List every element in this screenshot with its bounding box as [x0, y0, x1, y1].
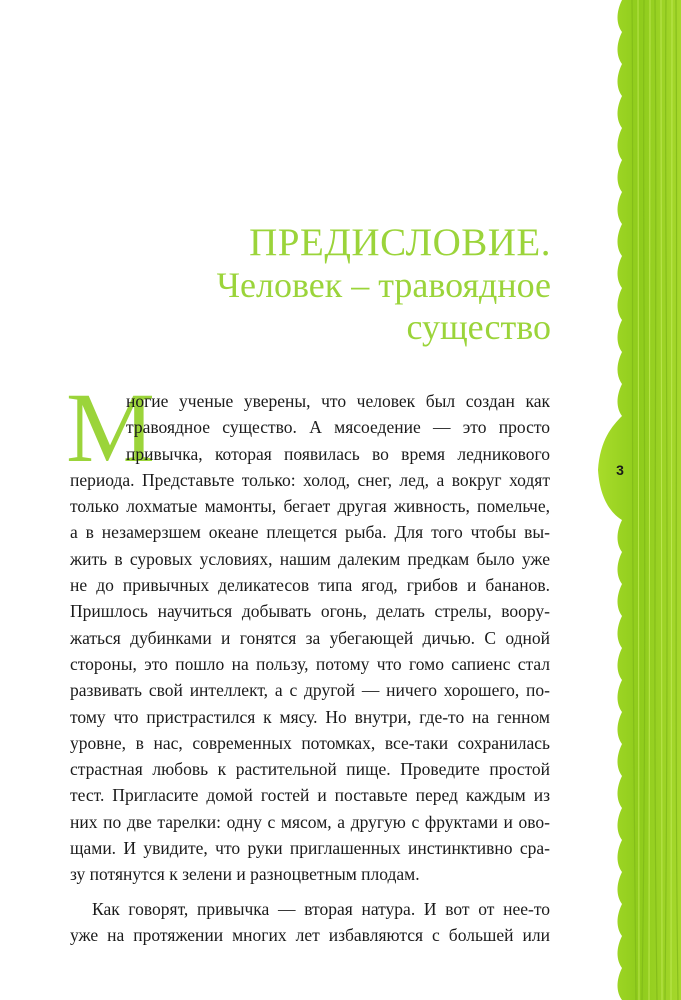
text-line: жить в суровых условиях, нашим далеким предкам было уже — [70, 548, 550, 569]
text-line: травоядное существо. А мясоедение — это просто — [126, 417, 550, 438]
chapter-title — [131, 222, 551, 348]
text-line: не до привычных деликатесов типа ягод, грибов и бананов. — [70, 575, 550, 596]
text-line: развивать свой интеллект, а с другой — ничего хорошего, по- — [70, 680, 550, 701]
grass-border-graphic — [592, 0, 681, 1000]
text-line: них по две тарелки: одну с мясом, а другую с фруктами и ово- — [70, 811, 550, 832]
grass-border-decoration — [592, 0, 681, 1000]
chapter-title-line-2: Человек – травоядное — [216, 265, 551, 305]
text-line: щами. И увидите, что руки приглашенных инстинктивно сра- — [70, 838, 550, 859]
text-line: только лохматые мамонты, бегает другая живность, помельче, — [70, 496, 550, 517]
text-line: зу потянутся к зелени и разноцветным плодам. — [70, 864, 420, 885]
text-line: периода. Представьте только: холод, снег, лед, а вокруг ходят — [70, 469, 550, 490]
text-line: страстная любовь к растительной пище. Проведите простой — [70, 759, 550, 780]
text-line: Пришлось научиться добывать огонь, делать стрелы, воору- — [70, 601, 550, 622]
body-text — [70, 388, 550, 948]
text-line: Как говорят, привычка — вторая натура. И вот от нее-то — [92, 898, 550, 919]
drop-cap: М — [66, 372, 155, 483]
text-line: уровне, в нас, современных потомках, все-таки сохранилась — [70, 732, 550, 753]
text-line: уже на протяжении многих лет избавляются с большей или — [70, 924, 550, 945]
chapter-title-line-3: существо — [406, 307, 551, 347]
text-line: стороны, это пошло на пользу, потому что гомо сапиенс стал — [70, 653, 550, 674]
text-line: жаться дубинками и гонятся за убегающей дичью. С одной — [70, 627, 550, 648]
chapter-title-line-1: ПРЕДИСЛОВИЕ. — [249, 221, 551, 264]
text-line: привычка, которая появилась во время ледникового — [126, 443, 550, 464]
text-line: ногие ученые уверены, что человек был создан как — [126, 391, 550, 411]
paragraph-gap — [70, 888, 550, 896]
page-number: 3 — [616, 462, 624, 478]
text-line: тому что пристрастился к мясу. Но внутри, где-то на генном — [70, 706, 550, 727]
text-line: а в незамерзшем океане плещется рыба. Для того чтобы вы- — [70, 522, 550, 543]
text-line: тест. Пригласите домой гостей и поставьте перед каждым из — [70, 785, 550, 806]
